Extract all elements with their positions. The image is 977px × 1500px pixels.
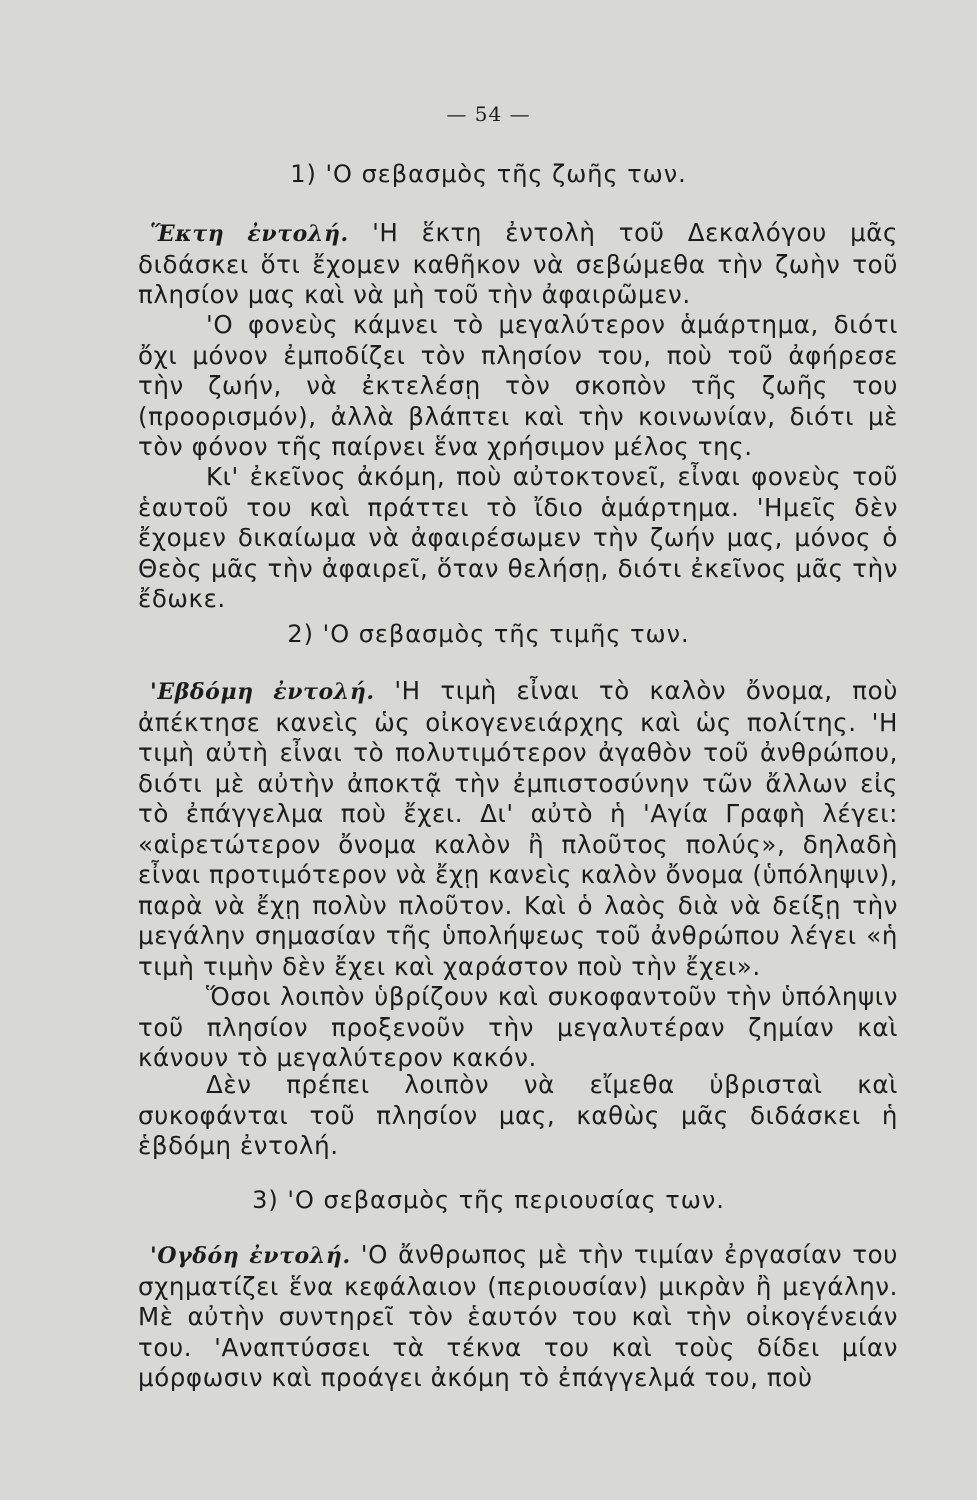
section-2-paragraph-1 bbox=[138, 676, 898, 982]
section-2-paragraph-3: Δὲν πρέπει λοιπὸν νὰ εἴμεθα ὑβρισταὶ καὶ συκοφάνται τοῦ πλησίον μας, καθὼς μᾶς διδάσκει ἡ ἑβδόμη ἐντολή. bbox=[138, 1070, 898, 1160]
section-3-paragraph-1-text: 'Ο ἄνθρωπος μὲ τὴν τιμίαν ἐργασίαν του σχηματίζει ἕνα κεφάλαιον (περιουσίαν) μικρὰν ἢ μεγάλην. Μὲ αὐτὴν συντηρεῖ τὸν ἑαυτόν του καὶ τὴν οἰκογένειάν του. 'Αναπτύσσει τὰ τέκνα του καὶ τοὺς δίδει μίαν μόρφωσιν καὶ προάγει ἀκόμη τὸ ἐπάγγελμά του, ποὺ bbox=[138, 1240, 898, 1392]
section-2-lead: 'Εβδόμη ἐντολή. bbox=[150, 679, 375, 705]
section-1-paragraph-1-text: 'Η ἕκτη ἐντολὴ τοῦ Δεκαλόγου μᾶς διδάσκει ὅτι ἔχομεν καθῆκον νὰ σεβώμεθα τὴν ζωὴν τοῦ πλησίον μας καὶ νὰ μὴ τοῦ τὴν ἀφαιρῶμεν. bbox=[138, 218, 899, 309]
section-1-lead: Ἕκτη ἐντολή. bbox=[150, 221, 349, 247]
section-3-paragraph-1 bbox=[138, 1240, 898, 1394]
section-heading-2: 2) 'Ο σεβασμὸς τῆς τιμῆς των. bbox=[287, 620, 690, 648]
section-1-paragraph-3: Κι' ἐκεῖνος ἀκόμη, ποὺ αὐτοκτονεῖ, εἶναι φονεὺς τοῦ ἑαυτοῦ του καὶ πράττει τὸ ἴδιο ἁμάρτημα. 'Ημεῖς δὲν ἔχομεν δικαίωμα νὰ ἀφαιρέσωμεν τὴν ζωήν μας, μόνος ὁ Θεὸς μᾶς τὴν ἀφαιρεῖ, ὅταν θελήσῃ, διότι ἐκεῖνος μᾶς τὴν ἔδωκε. bbox=[138, 462, 898, 613]
section-1-paragraph-1 bbox=[138, 218, 898, 311]
section-heading-1: 1) 'Ο σεβασμὸς τῆς ζωῆς των. bbox=[290, 160, 687, 188]
section-2-paragraph-2: Ὅσοι λοιπὸν ὑβρίζουν καὶ συκοφαντοῦν τὴν ὑπόληψιν τοῦ πλησίον προξενοῦν τὴν μεγαλυτέραν ζημίαν καὶ κάνουν τὸ μεγαλύτερον κακόν. bbox=[138, 982, 898, 1072]
section-1-paragraph-2: 'Ο φονεὺς κάμνει τὸ μεγαλύτερον ἁμάρτημα, διότι ὄχι μόνον ἐμποδίζει τὸν πλησίον του, ποὺ τοῦ ἀφήρεσε τὴν ζωήν, νὰ ἐκτελέσῃ τὸν σκοπὸν τῆς ζωῆς του (προορισμόν), ἀλλὰ βλάπτει καὶ τὴν κοινωνίαν, διότι μὲ τὸν φόνον τῆς παίρνει ἕνα χρήσιμον μέλος της. bbox=[138, 310, 898, 461]
section-heading-3: 3) 'Ο σεβασμὸς τῆς περιουσίας των. bbox=[252, 1186, 725, 1214]
page-number: — 54 — bbox=[446, 102, 531, 126]
section-3-lead: 'Ογδόη ἐντολή. bbox=[150, 1243, 351, 1269]
section-2-paragraph-1-text: 'Η τιμὴ εἶναι τὸ καλὸν ὄνομα, ποὺ ἀπέκτησε κανεὶς ὡς οἰκογενειάρχης καὶ ὡς πολίτης. 'Η τιμὴ αὐτὴ εἶναι τὸ πολυτιμότερον ἀγαθὸν τοῦ ἀνθρώπου, διότι μὲ αὐτὴν ἀποκτᾷ τὴν ἐμπιστοσύνην τῶν ἄλλων εἰς τὸ ἐπάγγελμα ποὺ ἔχει. Δι' αὐτὸ ἡ 'Αγία Γραφὴ λέγει: «αἱρετώτερον ὄνομα καλὸν ἢ πλοῦτος πολύς», δηλαδὴ εἶναι προτιμότερον νὰ ἔχῃ κανεὶς καλὸν ὄνομα (ὑπόληψιν), παρὰ νὰ ἔχῃ πολὺν πλοῦτον. Καὶ ὁ λαὸς διὰ νὰ δείξῃ τὴν μεγάλην σημασίαν τῆς ὑπολήψεως τοῦ ἀνθρώπου λέγει «ἡ τιμὴ τιμὴν δὲν ἔχει καὶ χαράστον ποὺ τὴν ἔχει». bbox=[138, 676, 899, 981]
